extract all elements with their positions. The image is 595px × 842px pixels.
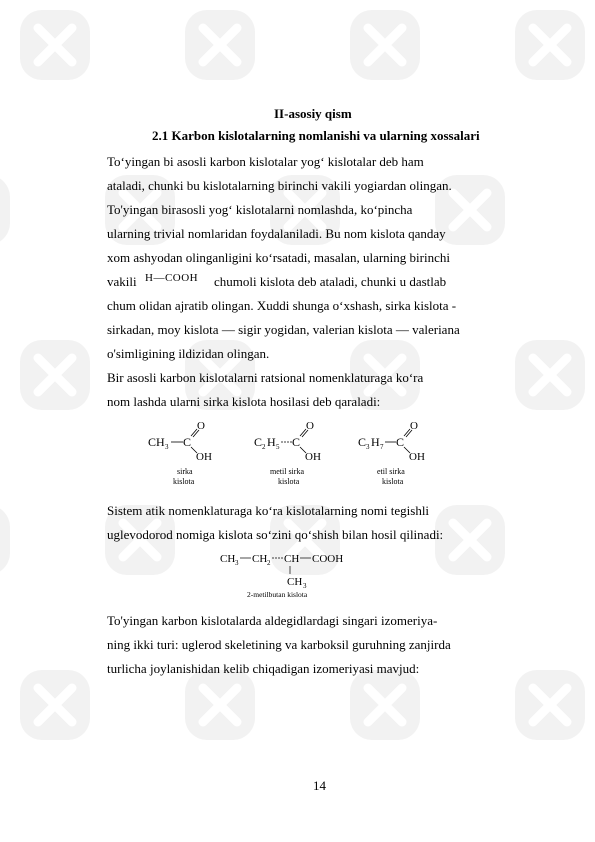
svg-text:O: O [410,420,418,432]
paragraph-line: chumoli kislota deb ataladi, chunki u dastlab [214,274,447,289]
svg-text:metil sirka: metil sirka [270,467,304,476]
svg-text:C: C [396,435,405,449]
svg-text:H: H [371,435,380,449]
svg-text:kislota: kislota [382,477,404,486]
svg-text:O: O [197,420,205,432]
paragraph-line: turlicha joylanishidan kelib chiqadigan izomeriyasi mavjud: [107,661,420,676]
2-methylbutanoic-acid-structure [215,546,365,602]
svg-text:CH: CH [284,553,300,565]
paragraph-line: vakili [107,274,137,289]
svg-text:C: C [254,435,263,449]
svg-text:3: 3 [303,582,307,590]
svg-text:7: 7 [380,443,384,451]
paragraph-line: Bir asosli karbon kislotalarni ratsional nomenklaturaga ko‘ra [107,370,424,385]
svg-text:CH: CH [252,553,268,565]
svg-text:5: 5 [276,443,280,451]
svg-text:3: 3 [366,443,370,451]
svg-text:2: 2 [267,559,271,567]
svg-text:kislota: kislota [173,477,195,486]
carboxylic-acid-structures [140,415,440,490]
paragraph-line: ularning trivial nomlaridan foydalaniladi. Bu nom kislota qanday [107,226,446,241]
paragraph-line: o'simligining ildizidan olingan. [107,346,270,361]
svg-text:sirka: sirka [177,467,193,476]
svg-text:2: 2 [262,443,266,451]
svg-text:COOH: COOH [312,553,344,565]
paragraph-line: uglevodorod nomiga kislota so‘zini qo‘shish bilan hosil qilinadi: [107,527,444,542]
page-heading: II-asosiy qism [274,106,352,121]
svg-text:C: C [183,435,192,449]
svg-text:OH: OH [196,451,212,463]
paragraph-line: chum olidan ajratib olingan. Xuddi shunga o‘xshash, sirka kislota - [107,298,457,313]
svg-text:kislota: kislota [278,477,300,486]
svg-text:CH: CH [148,435,165,449]
svg-text:C: C [358,435,367,449]
paragraph-line: To‘yingan bi asosli karbon kislotalar yog‘ kislotalar deb ham [107,154,424,169]
svg-text:etil sirka: etil sirka [377,467,405,476]
svg-text:C: C [292,435,301,449]
formic-acid-formula: H—COOH [145,272,199,284]
paragraph-line: sirkadan, moy kislota — sigir yogidan, valerian kislota — valeriana [107,322,460,337]
svg-text:H: H [267,435,276,449]
paragraph-line: To'yingan birasosli yog‘ kislotalarni nomlashda, ko‘pincha [107,202,413,217]
propionic-acid-structure [254,420,321,486]
section-title: 2.1 Karbon kislotalarning nomlanishi va ularning xossalari [152,128,480,143]
svg-text:CH: CH [220,553,236,565]
paragraph-line: nom lashda ularni sirka kislota hosilasi deb qaraladi: [107,394,381,409]
svg-text:2-metilbutan kislota: 2-metilbutan kislota [247,590,308,599]
svg-text:OH: OH [409,451,425,463]
paragraph-line: ning ikki turi: uglerod skeletining va karboksil guruhning zanjirda [107,637,451,652]
paragraph-line: To'yingan karbon kislotalarda aldegidlardagi singari izomeriya- [107,613,438,628]
butyric-acid-structure [358,420,425,486]
svg-text:CH: CH [287,576,303,588]
svg-text:3: 3 [165,443,169,451]
paragraph-line: xom ashyodan olinganligini ko‘rsatadi, masalan, ularning birinchi [107,250,450,265]
paragraph-line: Sistem atik nomenklaturaga ko‘ra kislotalarning nomi tegishli [107,503,430,518]
svg-text:3: 3 [235,559,239,567]
page-number: 14 [313,778,326,793]
paragraph-line: ataladi, chunki bu kislotalarning birinchi vakili yogiardan olingan. [107,178,452,193]
svg-text:OH: OH [305,451,321,463]
svg-text:O: O [306,420,314,432]
acetic-acid-structure [148,420,212,486]
